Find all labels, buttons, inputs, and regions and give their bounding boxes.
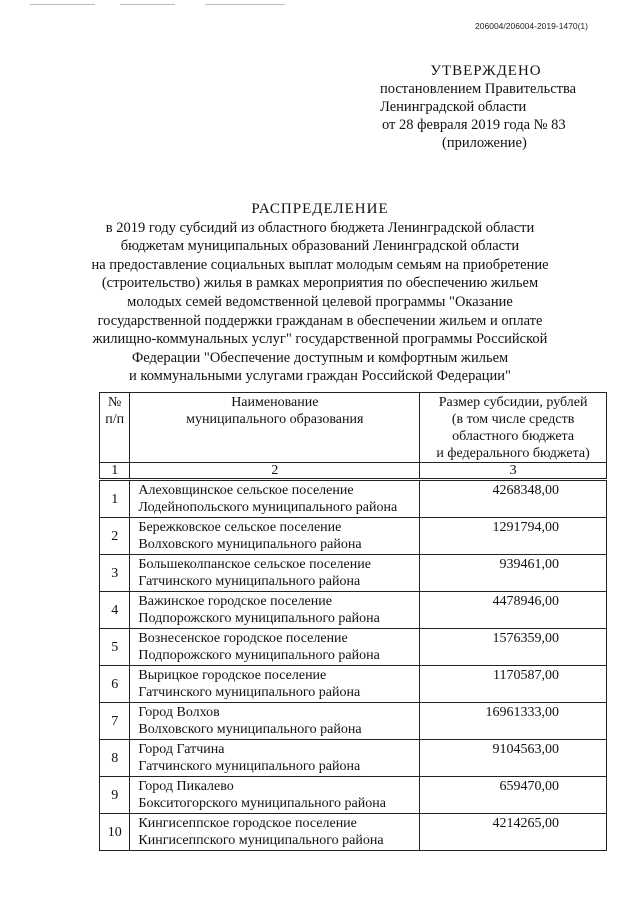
row-number: 4 xyxy=(100,592,130,629)
approval-line: Ленинградской области xyxy=(380,99,527,115)
municipality-name-line2: Волховского муниципального района xyxy=(138,537,362,552)
table-row xyxy=(100,777,607,814)
row-number: 6 xyxy=(100,666,130,703)
row-number: 10 xyxy=(100,814,130,851)
document-heading xyxy=(70,200,570,386)
municipality-name xyxy=(130,555,420,592)
table-row xyxy=(100,518,607,555)
approval-line: от 28 февраля 2019 года № 83 xyxy=(382,117,566,133)
heading-line: государственной поддержки гражданам в обеспечении жильем и оплате xyxy=(97,312,543,329)
approval-line: (приложение) xyxy=(442,135,527,151)
subsidy-amount: 4478946,00 xyxy=(420,592,607,629)
document-id: 206004/206004-2019-1470(1) xyxy=(475,21,588,31)
municipality-name-line2: Волховского муниципального района xyxy=(138,722,362,737)
municipality-name xyxy=(130,814,420,851)
municipality-name xyxy=(130,666,420,703)
municipality-name-line1: Алеховщинское сельское поселение xyxy=(138,483,354,498)
table-row xyxy=(100,555,607,592)
approval-block xyxy=(380,62,580,152)
heading-line: на предоставление социальных выплат молодым семьям на приобретение xyxy=(91,256,549,273)
header-num: № п/п xyxy=(100,393,130,463)
approval-title: УТВЕРЖДЕНО xyxy=(430,63,542,79)
heading-line: жилищно-коммунальных услуг" государственной программы Российской xyxy=(92,331,548,348)
table-row xyxy=(100,480,607,518)
heading-line: бюджетам муниципальных образований Ленинградской области xyxy=(120,238,520,255)
subsidy-amount: 659470,00 xyxy=(420,777,607,814)
row-number: 3 xyxy=(100,555,130,592)
heading-line: молодых семей ведомственной целевой программы "Оказание xyxy=(127,293,513,310)
municipality-name-line1: Вырицкое городское поселение xyxy=(138,668,327,683)
column-number-row xyxy=(100,463,607,480)
municipality-name-line2: Гатчинского муниципального района xyxy=(138,574,361,589)
row-number: 9 xyxy=(100,777,130,814)
heading-title: РАСПРЕДЕЛЕНИЕ xyxy=(251,201,389,217)
municipality-name xyxy=(130,480,420,518)
municipality-name-line1: Город Пикалево xyxy=(138,779,234,794)
column-number: 2 xyxy=(130,463,420,480)
row-number: 8 xyxy=(100,740,130,777)
heading-line: Федерации "Обеспечение доступным и комфортным жильем xyxy=(131,349,509,366)
subsidy-table xyxy=(99,392,607,851)
subsidy-amount: 16961333,00 xyxy=(420,703,607,740)
column-number: 3 xyxy=(420,463,607,480)
subsidy-amount: 939461,00 xyxy=(420,555,607,592)
municipality-name-line2: Бокситогорского муниципального района xyxy=(138,796,386,811)
header-name: Наименование муниципального образования xyxy=(130,393,420,463)
table-header-row xyxy=(100,393,607,463)
subsidy-amount: 4214265,00 xyxy=(420,814,607,851)
heading-line: в 2019 году субсидий из областного бюджета Ленинградской области xyxy=(105,219,535,236)
subsidy-amount: 9104563,00 xyxy=(420,740,607,777)
row-number: 5 xyxy=(100,629,130,666)
municipality-name-line1: Бережковское сельское поселение xyxy=(138,520,342,535)
heading-line: (строительство) жилья в рамках мероприятия по обеспечению жильем xyxy=(101,275,539,292)
municipality-name xyxy=(130,592,420,629)
municipality-name-line1: Вознесенское городское поселение xyxy=(138,631,348,646)
municipality-name xyxy=(130,629,420,666)
subsidy-amount: 4268348,00 xyxy=(420,480,607,518)
municipality-name xyxy=(130,777,420,814)
municipality-name-line1: Важинское городское поселение xyxy=(138,594,332,609)
subsidy-amount: 1576359,00 xyxy=(420,629,607,666)
municipality-name-line1: Кингисеппское городское поселение xyxy=(138,816,357,831)
municipality-name xyxy=(130,518,420,555)
municipality-name-line1: Город Гатчина xyxy=(138,742,225,757)
table-row xyxy=(100,703,607,740)
approval-line: постановлением Правительства xyxy=(380,81,577,97)
municipality-name-line1: Город Волхов xyxy=(138,705,220,720)
table-row xyxy=(100,666,607,703)
municipality-name-line2: Гатчинского муниципального района xyxy=(138,685,361,700)
municipality-name-line2: Кингисеппского муниципального района xyxy=(138,833,384,848)
table-row xyxy=(100,629,607,666)
scan-artifact xyxy=(205,4,285,5)
scan-artifact xyxy=(120,4,175,5)
municipality-name xyxy=(130,740,420,777)
municipality-name-line2: Подпорожского муниципального района xyxy=(138,648,380,663)
municipality-name-line1: Большеколпанское сельское поселение xyxy=(138,557,371,572)
header-amount: Размер субсидии, рублей (в том числе средств областного бюджета и федерального бюджета) xyxy=(420,393,607,463)
municipality-name-line2: Подпорожского муниципального района xyxy=(138,611,380,626)
row-number: 7 xyxy=(100,703,130,740)
row-number: 1 xyxy=(100,480,130,518)
subsidy-amount: 1170587,00 xyxy=(420,666,607,703)
row-number: 2 xyxy=(100,518,130,555)
heading-line: и коммунальными услугами граждан Российской Федерации" xyxy=(129,368,511,385)
table-row xyxy=(100,814,607,851)
municipality-name xyxy=(130,703,420,740)
scan-artifact xyxy=(30,4,95,5)
table-row xyxy=(100,592,607,629)
table-row xyxy=(100,740,607,777)
column-number: 1 xyxy=(100,463,130,480)
municipality-name-line2: Гатчинского муниципального района xyxy=(138,759,361,774)
municipality-name-line2: Лодейнопольского муниципального района xyxy=(138,500,398,515)
subsidy-amount: 1291794,00 xyxy=(420,518,607,555)
